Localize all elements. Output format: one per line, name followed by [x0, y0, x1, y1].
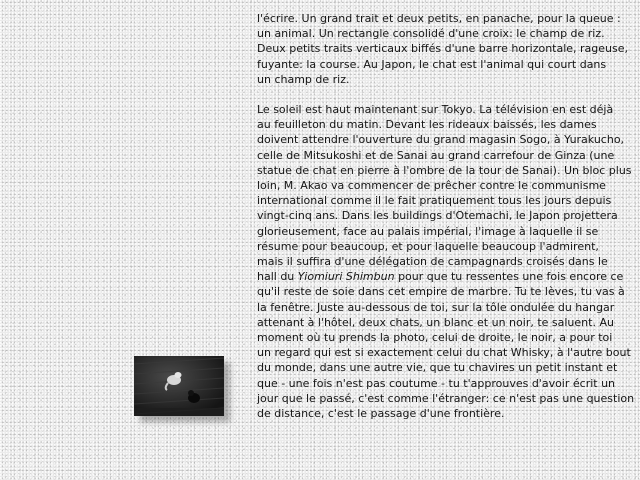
text-line: que - une fois n'est pas coutume - tu t'approuves d'avoir écrit un	[257, 376, 616, 390]
text-line: international comme il le fait pratiquement tous les jours depuis	[257, 194, 612, 208]
article-text	[257, 11, 633, 421]
paragraph-2	[257, 102, 633, 421]
newspaper-title: Yiomiuri Shimbun	[297, 270, 395, 284]
text-line: doivent attendre l'ouverture du grand magasin Sogo, à Yurakucho,	[257, 133, 625, 147]
text-fragment: hall du	[257, 270, 298, 284]
text-line: loin, M. Akao va commencer de prêcher contre le communisme	[257, 179, 606, 193]
text-line: un champ de riz.	[257, 72, 350, 86]
text-line: un regard qui est si exactement celui du chat Whisky, à l'autre bout	[257, 346, 631, 360]
text-line: mais il suffira d'une délégation de campagnards croisés dans le	[257, 255, 608, 269]
text-line: moment où tu prends la photo, celui de droite, le noir, a pour toi	[257, 331, 613, 345]
text-line: de distance, c'est le passage d'une frontière.	[257, 407, 505, 421]
text-line: vingt-cinq ans. Dans les buildings d'Otemachi, le Japon projettera	[257, 209, 618, 223]
text-line: celle de Mitsukoshi et de Sanai au grand carrefour de Ginza (une	[257, 148, 615, 162]
text-fragment: pour que tu ressentes une fois encore ce	[394, 270, 624, 284]
text-line: du monde, dans une autre vie, que tu chavires un petit instant et	[257, 361, 618, 375]
cats-photo-image	[134, 356, 224, 416]
text-line-with-title	[257, 269, 633, 284]
cats-photo[interactable]	[134, 356, 224, 416]
text-line: jour que le passé, c'est comme l'étranger: ce n'est pas une question	[257, 391, 635, 405]
paragraph-1	[257, 11, 633, 87]
text-line: glorieusement, face au palais impérial, l'image à laquelle il se	[257, 224, 599, 238]
text-line: Deux petits traits verticaux biffés d'une barre horizontale, rageuse,	[257, 42, 629, 56]
text-line: un animal. Un rectangle consolidé d'une croix: le champ de riz.	[257, 27, 605, 41]
text-line: l'écrire. Un grand trait et deux petits, en panache, pour la queue :	[257, 12, 621, 25]
text-line: Le soleil est haut maintenant sur Tokyo. La télévision en est déjà	[257, 103, 614, 117]
text-line: attenant à l'hôtel, deux chats, un blanc et un noir, te saluent. Au	[257, 315, 614, 329]
text-line: au feuilleton du matin. Devant les rideaux baissés, les dames	[257, 118, 597, 132]
text-line: résume pour beaucoup, et pour laquelle beaucoup l'admirent,	[257, 239, 599, 253]
text-line: fuyante: la course. Au Japon, le chat est l'animal qui court dans	[257, 57, 607, 71]
text-line: statue de chat en pierre à l'ombre de la tour de Sanai). Un bloc plus	[257, 163, 632, 177]
text-line: qu'il reste de soie dans cet empire de marbre. Tu te lèves, tu vas à	[257, 285, 625, 299]
text-line: la fenêtre. Juste au-dessous de toi, sur la tôle ondulée du hangar	[257, 300, 615, 314]
